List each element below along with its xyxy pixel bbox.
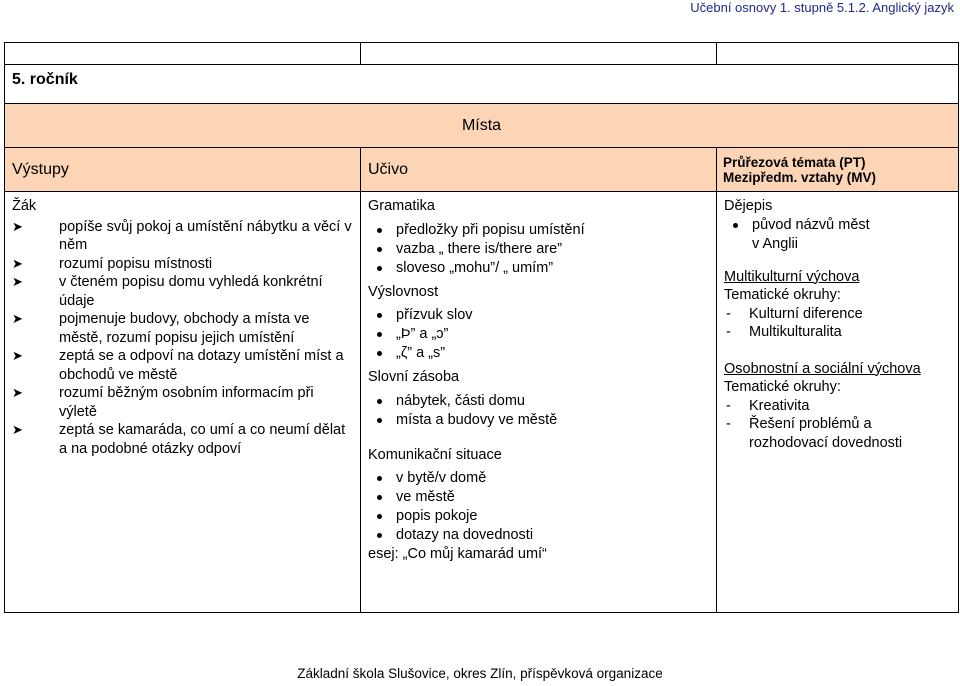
slovni-list [368, 392, 709, 430]
list-item [12, 255, 353, 274]
list-item [368, 469, 709, 488]
pt-header-line2: Mezipředm. vztahy (MV) [723, 169, 877, 185]
vyslovnost-title: Výslovnost [368, 283, 439, 300]
arrow-bullet-icon: ➤ [12, 255, 23, 271]
dejepis-item-cont: v Anglii [752, 235, 798, 252]
topic-title: Místa [5, 104, 959, 148]
list-item [368, 240, 709, 259]
list-item-text: Kulturní diference [749, 305, 863, 322]
list-item-text: sloveso „mohu”/ „ umím” [396, 259, 554, 276]
bullet-icon [377, 418, 382, 423]
bullet-icon [733, 223, 738, 228]
list-item-text: dotazy na dovednosti [396, 527, 534, 543]
list-item [12, 384, 353, 421]
osv-subtitle: Tematické okruhy: [724, 379, 841, 395]
list-item-text: „Þ” a „ɔ” [396, 326, 449, 342]
bullet-icon [377, 399, 382, 404]
bullet-icon [377, 228, 382, 233]
list-item [368, 221, 709, 240]
list-item-text: ve městě [396, 489, 455, 505]
bullet-icon [377, 495, 382, 500]
slovni-title: Slovní zásoba [368, 369, 460, 385]
list-item [368, 306, 709, 325]
osv-title: Osobnostní a sociální výchova [724, 360, 921, 377]
gramatika-list [368, 221, 709, 278]
list-item-text: Multikulturalita [749, 324, 842, 340]
year-row [5, 65, 959, 104]
list-item [12, 273, 353, 310]
list-item [368, 507, 709, 526]
list-item [368, 392, 709, 411]
list-item [368, 411, 709, 430]
arrow-bullet-icon: ➤ [12, 274, 23, 289]
pt-header [717, 155, 958, 185]
gramatika-title: Gramatika [368, 198, 435, 214]
list-item-text: popíše svůj pokoj a umístění nábytku a věcí v něm [59, 218, 352, 253]
multikulturni-title: Multikulturní výchova [724, 268, 860, 285]
arrow-bullet-icon: ➤ [12, 348, 23, 363]
list-item: - Kulturní diference [726, 305, 863, 322]
content-header: Učivo [368, 160, 409, 178]
list-item [368, 259, 709, 278]
list-item: - Kreativita [726, 397, 810, 414]
empty-row [5, 43, 959, 65]
arrow-bullet-icon: ➤ [12, 218, 23, 234]
topic-row [5, 104, 959, 148]
list-item-text: rozumí běžným osobním informacím při výletě [59, 385, 314, 420]
osv-item: Řešení problémů a [749, 416, 872, 432]
year-label: 5. ročník [12, 71, 78, 88]
list-item [12, 218, 353, 255]
pt-cell [717, 192, 958, 452]
list-item [368, 526, 709, 545]
arrow-bullet-icon: ➤ [12, 385, 23, 400]
content-row [5, 192, 959, 613]
osv-item-cont: rozhodovací dovednosti [749, 434, 903, 451]
bullet-icon [377, 332, 382, 337]
list-item-text: přízvuk slov [396, 307, 473, 323]
outputs-list [12, 218, 353, 459]
osv-item: Kreativita [749, 397, 810, 414]
list-item [368, 325, 709, 344]
list-item [724, 216, 951, 254]
bullet-icon [377, 247, 382, 252]
dejepis-title: Dějepis [724, 198, 773, 214]
list-item-text: místa a budovy ve městě [396, 411, 558, 428]
komunikacni-title: Komunikační situace [368, 446, 502, 463]
multikulturni-subtitle: Tematické okruhy: [724, 287, 841, 303]
list-item [12, 347, 353, 384]
bullet-icon [377, 266, 382, 271]
list-item [12, 421, 353, 458]
list-item-text: předložky při popisu umístění [396, 221, 585, 238]
list-item: - Řešení problémů a rozhodovací dovednosti [726, 416, 903, 451]
list-item [368, 344, 709, 363]
bullet-icon [377, 514, 382, 519]
dejepis-list [724, 216, 951, 254]
list-item-text: rozumí popisu místnosti [59, 255, 213, 272]
document-header: Učební osnovy 1. stupně 5.1.2. Anglický jazyk [690, 0, 954, 15]
komunikacni-list [368, 469, 709, 545]
bullet-icon [377, 533, 382, 538]
column-header-row [5, 148, 959, 192]
vyslovnost-list [368, 306, 709, 363]
arrow-bullet-icon: ➤ [12, 422, 23, 437]
bullet-icon [377, 351, 382, 356]
list-item-text: vazba „ there is/there are” [396, 240, 563, 257]
list-item-text: nábytek, části domu [396, 392, 525, 409]
outputs-cell [5, 192, 360, 458]
esej-line: esej: „Co můj kamarád umí“ [368, 546, 547, 562]
list-item-text: pojmenuje budovy, obchody a místa ve městě, rozumí popisu jejich umístění [59, 311, 310, 346]
outputs-lead: Žák [12, 198, 37, 214]
multikulturni-list [724, 305, 951, 342]
list-item-text: popis pokoje [396, 508, 478, 524]
content-cell [361, 192, 716, 564]
list-item-text: v čteném popisu domu vyhledá konkrétní údaje [59, 274, 323, 309]
list-item [12, 310, 353, 347]
list-item-text: v bytě/v domě [396, 470, 487, 486]
bullet-icon [377, 313, 382, 318]
curriculum-table [4, 42, 958, 624]
list-item-text: zeptá se kamaráda, co umí a co neumí dělat a na podobné otázky odpoví [59, 422, 346, 457]
list-item-text: zeptá se a odpoví na dotazy umístění míst a obchodů ve městě [59, 348, 344, 383]
outputs-header: Výstupy [12, 160, 69, 178]
list-item [368, 488, 709, 507]
dejepis-item: původ názvů měst [752, 216, 870, 233]
bullet-icon [377, 476, 382, 481]
list-item: - Multikulturalita [726, 324, 842, 340]
arrow-bullet-icon: ➤ [12, 311, 23, 326]
list-item-text: „ζ” a „s” [396, 345, 446, 361]
document-footer: Základní škola Slušovice, okres Zlín, příspěvková organizace [297, 666, 663, 681]
pt-header-line1: Průřezová témata (PT) [723, 154, 866, 170]
